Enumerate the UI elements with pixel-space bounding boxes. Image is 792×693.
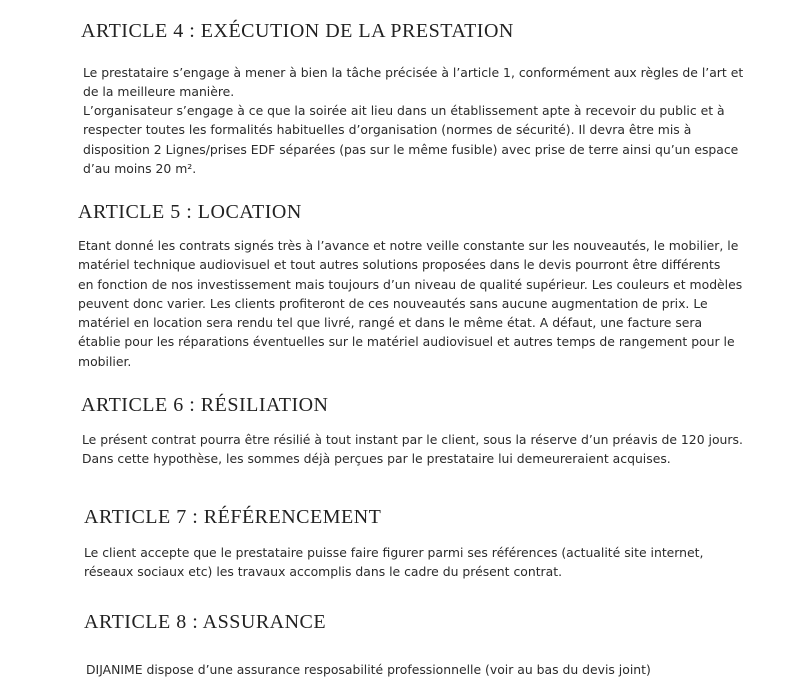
article-4-heading: ARTICLE 4 : EXÉCUTION DE LA PRESTATION — [81, 20, 514, 42]
article-5-paragraph-1: Etant donné les contrats signés très à l’avance et notre veille constante sur les nouveautés, le mobilier, le matériel technique audiovisuel et tout autres solutions proposées dans le devis pourront être différents en fonction de nos investissement mais toujours d’un niveau de qualité supérieur. Les couleurs et modèles peuvent donc varier. Les clients profiteront de ces nouveautés sans aucune augmentation de prix. Le matériel en location sera rendu tel que livré, rangé et dans le même état. A défaut, une facture sera établie pour les réparations éventuelles sur le matériel audiovisuel et autres temps de rangement pour le mobilier. — [78, 238, 743, 369]
article-7-heading: ARTICLE 7 : RÉFÉRENCEMENT — [84, 506, 382, 528]
article-7-paragraph-1: Le client accepte que le prestataire puisse faire figurer parmi ses références (actualité site internet, réseaux sociaux etc) les travaux accomplis dans le cadre du présent contrat. — [84, 545, 704, 580]
article-8-paragraph-1: DIJANIME dispose d’une assurance resposabilité professionnelle (voir au bas du devis joint) — [86, 662, 651, 677]
article-8-heading: ARTICLE 8 : ASSURANCE — [84, 611, 327, 633]
article-6-paragraph-1: Le présent contrat pourra être résilié à tout instant par le client, sous la réserve d’un préavis de 120 jours. Dans cette hypothèse, les sommes déjà perçues par le prestataire lui demeureraient acquises. — [82, 432, 743, 467]
article-5-heading: ARTICLE 5 : LOCATION — [78, 201, 302, 223]
article-4-paragraph-1: Le prestataire s’engage à mener à bien la tâche précisée à l’article 1, conformément aux règles de l’art et de la meilleure manière. — [83, 65, 744, 100]
article-6-heading: ARTICLE 6 : RÉSILIATION — [81, 394, 329, 416]
article-4-paragraph-2: L’organisateur s’engage à ce que la soirée ait lieu dans un établissement apte à recevoir du public et à respecter toutes les formalités habituelles d’organisation (normes de sécurité). Il devra être mis à disposition 2 Lignes/prises EDF séparées (pas sur le même fusible) avec prise de terre ainsi qu’un espace d’au moins 20 m². — [83, 103, 739, 176]
